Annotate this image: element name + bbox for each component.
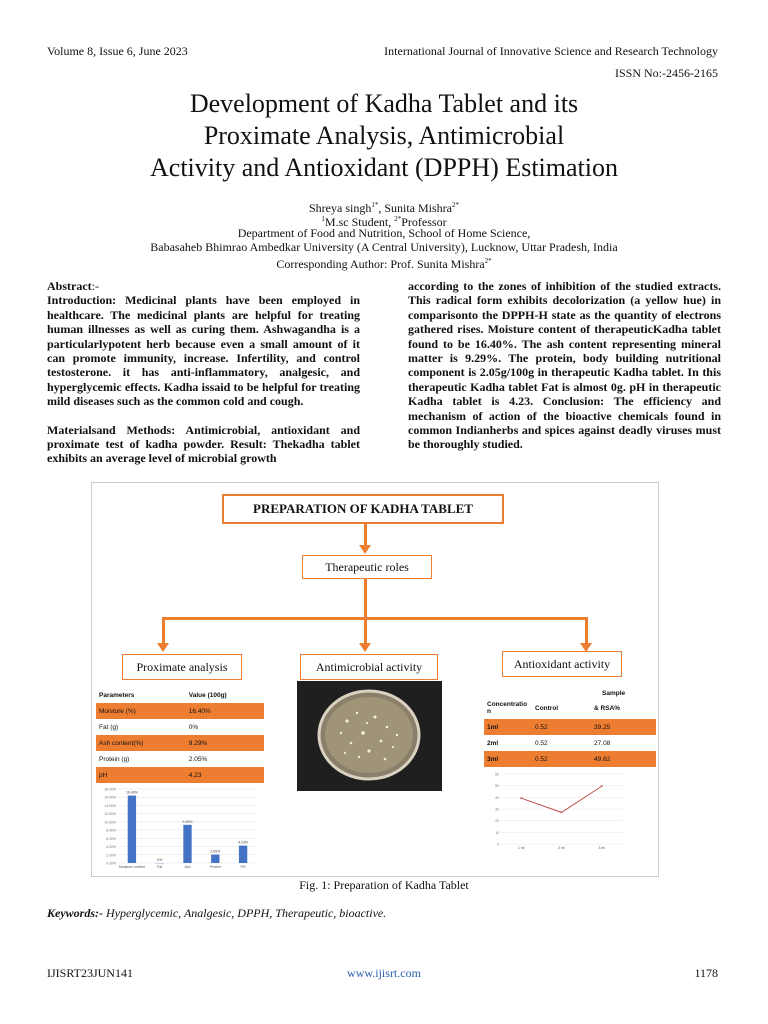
abstract-intro: Introduction: Medicinal plants have been employed in healthcare. The medicinal plants are helpful for treating human illnesses as well as curing them. Ashwagandha is a particularlypotent herb because even a small amount of it can promote immunity, increase. Infertility, and control testosterone. it has anti-inflammatory, analgesic, and hyperglycemic effects. Kadha issaid to be helpful for treating mild diseases such as the common cold and cough. [47, 293, 360, 409]
tick-label: 2.00% [106, 853, 116, 858]
tick-label: 10.00% [104, 820, 116, 825]
proximate-table: Parameters Value (100g) Moisture (%) 16.40% Fat (g) 0% Ash content(%) 9.29% Protein (g) 2.05% pH 4.23 [96, 687, 264, 783]
bar [128, 796, 136, 863]
abstract-right-column [408, 279, 721, 452]
table-row: Protein (g) 2.05% [96, 751, 264, 767]
journal-name: International Journal of Innovative Science and Research Technology [384, 44, 718, 58]
tick-label: 50 [495, 784, 499, 789]
data-label: 0% [157, 858, 163, 862]
title-line: Development of Kadha Tablet and its [189, 89, 579, 118]
tick-label: 16.00% [104, 795, 116, 800]
data-point [561, 812, 563, 814]
antimicrobial-activity-box: Antimicrobial activity [300, 654, 438, 680]
category-label: 1 ml [517, 846, 525, 850]
department: Department of Food and Nutrition, School of Home Science, [237, 226, 531, 240]
keywords-label: Keywords:- [47, 906, 103, 920]
author-names: Shreya singh$^{1*}$, Sunita Mishra$^{2*}$ [309, 201, 459, 215]
tick-label: 10 [495, 830, 499, 835]
tick-label: 14.00% [104, 803, 116, 808]
main-title-box: PREPARATION OF KADHA TABLET [222, 494, 504, 524]
table-row: Ash content(%) 9.29% [96, 735, 264, 751]
table-row: Fat (g) 0% [96, 719, 264, 735]
bar [183, 825, 191, 863]
keywords [47, 906, 386, 921]
data-point [601, 785, 603, 787]
footer-website-link[interactable]: www.ijisrt.com [347, 966, 421, 980]
petri-dish-image [297, 681, 442, 791]
tick-label: 0.00% [106, 861, 116, 866]
proximate-analysis-box: Proximate analysis [122, 654, 242, 680]
tick-label: 4.00% [106, 845, 116, 850]
category-label: Moisture content [118, 865, 145, 869]
sample-header: Sample [602, 690, 626, 697]
tick-label: 8.00% [106, 828, 116, 833]
figure-flowchart [91, 482, 659, 877]
table-row: 3ml 0.52 49.62 [484, 751, 656, 767]
paper-title [60, 88, 708, 184]
bar [239, 846, 247, 863]
tick-label: 40 [495, 795, 499, 800]
abstract-continued: according to the zones of inhibition of the studied extracts. This radical form exhibits decolorization (a yellow hue) in comparisonto the DPPH-H state as the quantity of electrons gathered rises. Moisture content of therapeuticKadha tablet found to be 16.40%. The ash content representing mineral matter is 9.29%. The protein, body building nutritional component is 2.05g/100g in therapeutic Kadha tablet. In this therapeutic Kadha tablet Fat is almost 0g. pH in therapeutic Kadha tablet is 4.23. Conclusion: The efficiency and mechanism of action of the bioactive chemicals found in common Indianherbs and spices against deadly viruses must be thoroughly studied. [408, 279, 721, 452]
tick-label: 18.00% [104, 787, 116, 792]
tick-label: 12.00% [104, 812, 116, 817]
keywords-text: Hyperglycemic, Analgesic, DPPH, Therapeutic, bioactive. [103, 906, 387, 920]
abstract-left-column: Abstract:- Introduction: Medicinal plants have been employed in healthcare. The medicinal plants are helpful for treating human illnesses as well as curing them. Ashwagandha is a particularlypotent herb because even a small amount of it can promote immunity, increase. Infertility, and control testosterone. it has anti-inflammatory, analgesic, and hyperglycemic effects. Kadha issaid to be helpful for treating mild diseases such as the common cold and cough. Materialsand Methods: Antimicrobial, antioxidant and proximate test of kadha powder. Result: Thekadha tablet exhibits an average level of microbial growth [47, 279, 360, 466]
category-label: Ash [184, 865, 191, 869]
therapeutic-roles-box: Therapeutic roles [302, 555, 432, 579]
category-label: 3 ml [598, 846, 606, 850]
tick-label: 30 [495, 807, 499, 812]
issn: ISSN No:-2456-2165 [614, 66, 718, 80]
category-label: Fat [157, 865, 163, 869]
table-row: 1ml 0.52 39.25 [484, 719, 656, 735]
antioxidant-activity-box: Antioxidant activity [502, 651, 622, 677]
title-line: Activity and Antioxidant (DPPH) Estimation [150, 153, 618, 182]
tick-label: 6.00% [106, 836, 116, 841]
data-label: 16.40% [125, 790, 138, 795]
table-row: Moisture (%) 16.40% [96, 703, 264, 719]
table-row: pH 4.23 [96, 767, 264, 783]
category-label: Protein [209, 865, 221, 869]
data-label: 2.05% [210, 849, 221, 854]
figure-caption: Fig. 1: Preparation of Kadha Tablet [299, 878, 469, 892]
antioxidant-table: Concentratio n Control & RSA% 1ml 0.52 39.25 2ml 0.52 27.08 3ml 0.52 49.62 [484, 697, 656, 767]
data-label: 9.29% [182, 819, 193, 824]
tick-label: 0 [497, 842, 499, 847]
data-label: 4.23% [238, 840, 249, 845]
abstract-methods: Materialsand Methods: Antimicrobial, antioxidant and proximate test of kadha powder. Result: Thekadha tablet exhibits an average level of microbial growth [47, 422, 360, 466]
footer-id: IJISRT23JUN141 [47, 966, 133, 980]
data-point [520, 797, 522, 799]
antioxidant-line-chart [487, 768, 627, 860]
table-row: 2ml 0.52 27.08 [484, 735, 656, 751]
category-label: PH [240, 865, 246, 869]
category-label: 2 ml [558, 846, 565, 850]
bar [211, 855, 219, 863]
author-roles: $^1$M.sc Student, $^{2*}$Professor [321, 215, 447, 229]
volume-info: Volume 8, Issue 6, June 2023 [47, 44, 188, 58]
series-line [521, 786, 602, 812]
tick-label: 20 [495, 819, 499, 824]
corresponding-author: Corresponding Author: Prof. Sunita Mishra$^{2*}$ [276, 257, 492, 271]
university: Babasaheb Bhimrao Ambedkar University (A Central University), Lucknow, Uttar Pradesh, India [150, 240, 618, 254]
proximate-bar-chart [92, 783, 264, 873]
page-number: 1178 [694, 966, 718, 980]
tick-label: 60 [495, 772, 499, 777]
title-line: Proximate Analysis, Antimicrobial [203, 121, 565, 150]
abstract-label: Abstract [47, 279, 92, 293]
